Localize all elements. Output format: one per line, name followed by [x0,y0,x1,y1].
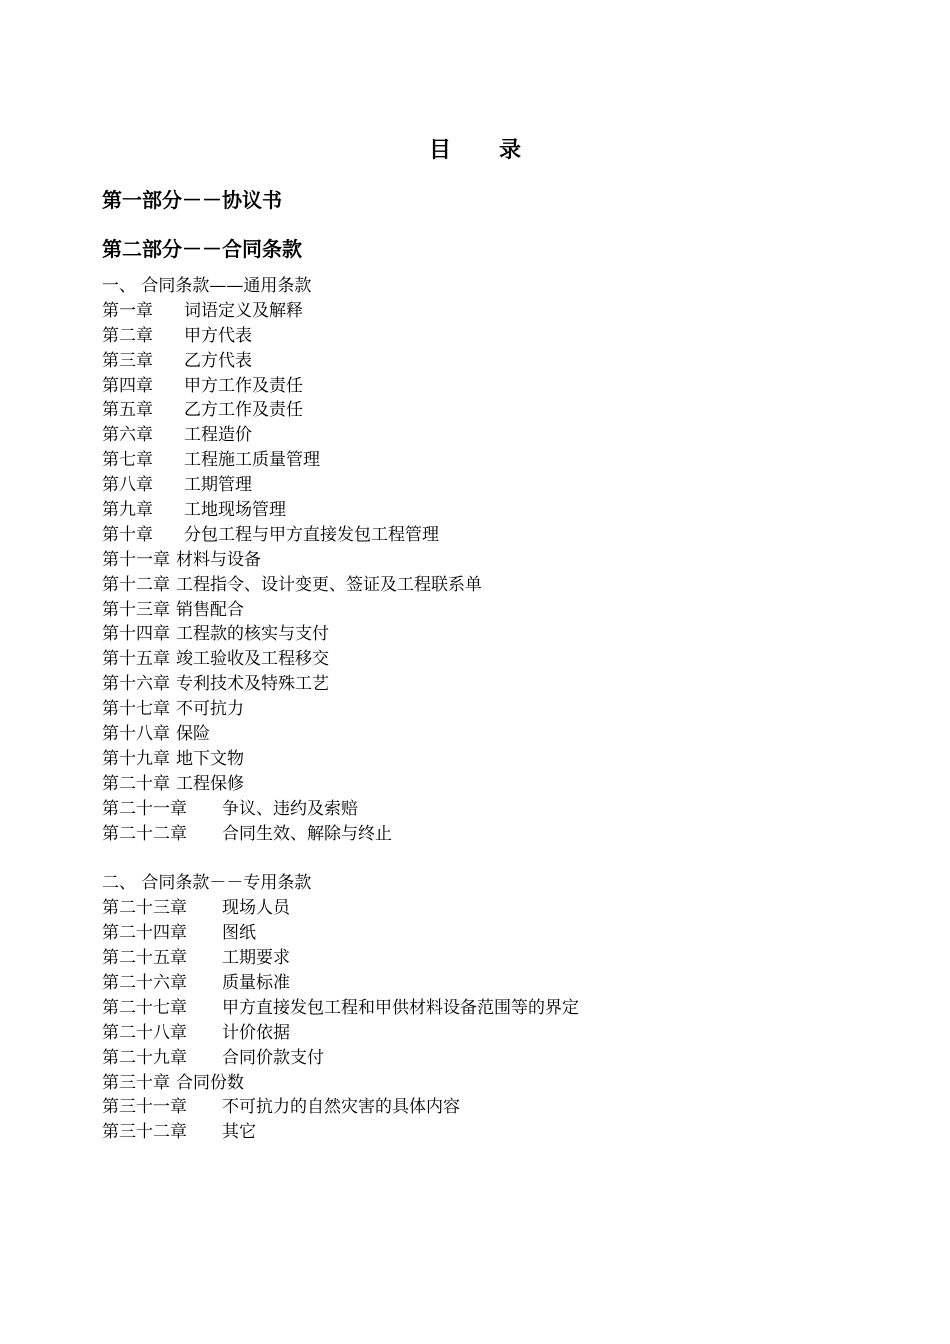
chapter-number: 第十章 [102,524,153,545]
chapter-number: 第二十四章 [102,923,187,944]
chapter-title: 图纸 [222,923,256,944]
toc-entry [102,896,882,921]
section2-heading: 二、 合同条款－－专用条款 [102,873,312,894]
part1-heading: 第一部分－－协议书 [102,188,282,212]
chapter-number: 第三十二章 [102,1122,187,1143]
chapter-title: 争议、违约及索赔 [222,798,358,819]
chapter-number: 第十四章 [102,624,170,645]
chapter-number: 第二十三章 [102,898,187,919]
toc-entry [102,996,882,1021]
toc-list [102,274,882,1145]
chapter-title: 乙方代表 [184,350,252,371]
toc-entry [102,697,882,722]
chapter-number: 第六章 [102,425,153,446]
chapter-number: 第三十章 [102,1072,170,1093]
chapter-title: 工程指令、设计变更、签证及工程联系单 [176,574,482,595]
chapter-number: 第二十二章 [102,823,187,844]
toc-entry [102,672,882,697]
chapter-number: 第十三章 [102,599,170,620]
chapter-number: 第十一章 [102,549,170,570]
toc-entry [102,548,882,573]
toc-entry [102,299,882,324]
chapter-title: 不可抗力的自然灾害的具体内容 [222,1097,460,1118]
chapter-title: 竣工验收及工程移交 [176,649,329,670]
toc-title-right: 录 [499,138,522,163]
toc-entry [102,1071,882,1096]
toc-entry [102,498,882,523]
chapter-number: 第十二章 [102,574,170,595]
toc-entry [102,797,882,822]
section1-heading: 一、 合同条款——通用条款 [102,276,312,296]
toc-entry [102,1021,882,1046]
toc-entry [102,523,882,548]
chapter-number: 第四章 [102,375,153,396]
chapter-title: 保险 [176,724,210,745]
chapter-title: 地下文物 [176,748,244,769]
chapter-title: 工地现场管理 [184,500,286,521]
toc-entry [102,448,882,473]
chapter-number: 第二十章 [102,773,170,794]
toc-entry [102,1046,882,1071]
toc-entry [102,946,882,971]
chapter-title: 质量标准 [222,972,290,993]
part2-heading: 第二部分－－合同条款 [102,237,302,261]
toc-entry [102,573,882,598]
chapter-number: 第十八章 [102,724,170,745]
chapter-title: 计价依据 [222,1022,290,1043]
toc-entry [102,398,882,423]
chapter-number: 第十九章 [102,748,170,769]
toc-entry [102,722,882,747]
chapter-number: 第一章 [102,300,153,321]
chapter-title: 工程造价 [184,425,252,446]
toc-entry [102,1095,882,1120]
toc-entry [102,324,882,349]
chapter-title: 合同份数 [176,1072,244,1093]
chapter-number: 第二十七章 [102,997,187,1018]
chapter-number: 第九章 [102,500,153,521]
chapter-number: 第二十五章 [102,948,187,969]
chapter-number: 第二十六章 [102,972,187,993]
chapter-title: 合同价款支付 [222,1047,324,1068]
chapter-number: 第五章 [102,400,153,421]
toc-entry [102,772,882,797]
chapter-title: 词语定义及解释 [184,300,303,321]
chapter-number: 第二章 [102,325,153,346]
chapter-title: 现场人员 [222,898,290,919]
chapter-title: 工程施工质量管理 [184,450,320,471]
toc-entry [102,822,882,847]
chapter-title: 工程款的核实与支付 [176,624,329,645]
chapter-title: 甲方代表 [184,325,252,346]
chapter-title: 乙方工作及责任 [184,400,303,421]
chapter-title: 甲方工作及责任 [184,375,303,396]
toc-entry [102,622,882,647]
toc-entry [102,349,882,374]
toc-entry [102,1120,882,1145]
chapter-number: 第三章 [102,350,153,371]
chapter-number: 第三十一章 [102,1097,187,1118]
chapter-number: 第二十一章 [102,798,187,819]
chapter-title: 分包工程与甲方直接发包工程管理 [184,524,439,545]
chapter-number: 第二十九章 [102,1047,187,1068]
chapter-title: 甲方直接发包工程和甲供材料设备范围等的界定 [222,997,579,1018]
chapter-number: 第十五章 [102,649,170,670]
chapter-title: 合同生效、解除与终止 [222,823,392,844]
chapter-number: 第十七章 [102,699,170,720]
chapter-title: 其它 [222,1122,256,1143]
toc-entry [102,423,882,448]
toc-entry [102,921,882,946]
chapter-number: 第七章 [102,450,153,471]
toc-entry [102,473,882,498]
chapter-title: 工期管理 [184,475,252,496]
blank-line [102,846,882,871]
chapter-title: 材料与设备 [176,549,261,570]
toc-entry [102,647,882,672]
chapter-title: 不可抗力 [176,699,244,720]
chapter-title: 工程保修 [176,773,244,794]
toc-title [0,136,950,166]
chapter-title: 专利技术及特殊工艺 [176,674,329,695]
toc-title-left: 目 [428,138,451,163]
chapter-title: 销售配合 [176,599,244,620]
chapter-number: 第十六章 [102,674,170,695]
toc-entry [102,374,882,399]
toc-entry [102,598,882,623]
chapter-number: 第二十八章 [102,1022,187,1043]
chapter-title: 工期要求 [222,948,290,969]
chapter-number: 第八章 [102,475,153,496]
toc-entry [102,971,882,996]
toc-entry [102,747,882,772]
